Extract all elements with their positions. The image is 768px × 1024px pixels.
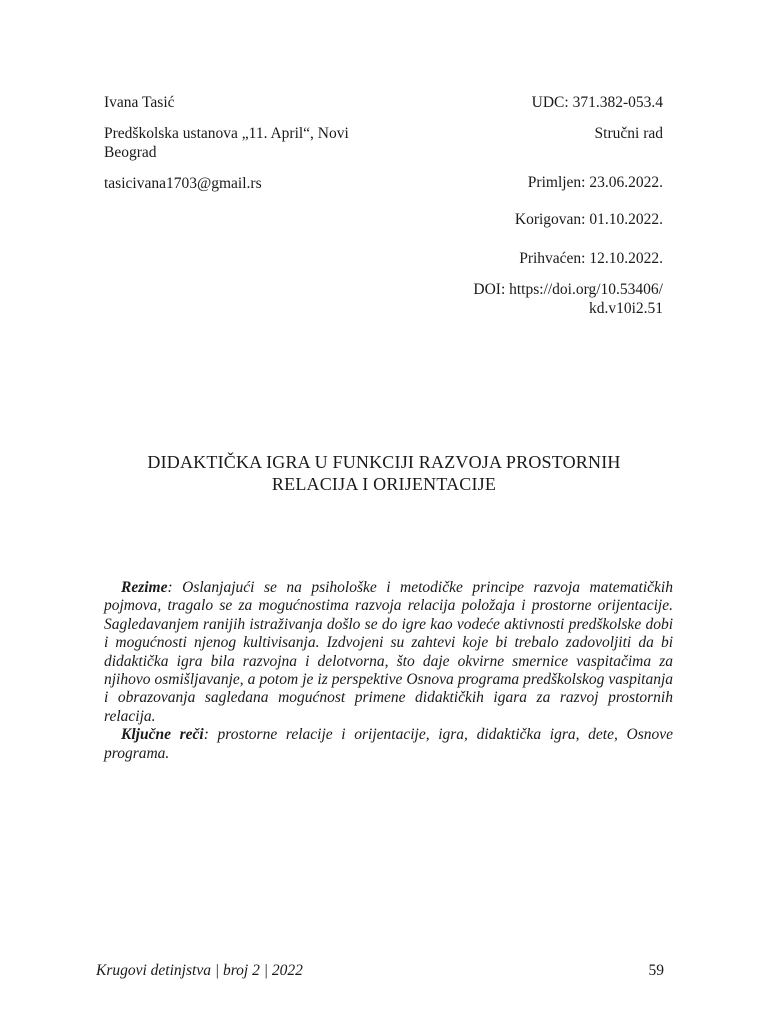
abstract <box>104 579 673 763</box>
author-name: Ivana Tasić <box>104 94 175 111</box>
title-line-2: RELACIJA I ORIJENTACIJE <box>271 474 497 494</box>
summary-text: : Oslanjajući se na psihološke i metodičke principe razvoja matematičkih pojmova, tragalo se za mogućnostima razvoja relacija položaja i prostorne orijentacije. Sagledavanjem ranijih istraživanja došlo se do igre kao vodeće aktivnosti predškolske dobi i mogućnosti njenog kultivisanja. Izdvojeni su zahtevi koje bi trebalo zadovoljiti da bi didaktička igra bila razvojna i delotvorna, što daje okvirne smernice vaspitačima za njihovo osmišljavanje, a potom je iz perspektive Osnova programa predškolskog vaspitanja i obrazovanja sagledana mogućnost primene didaktičkih igara za razvoj prostornih relacija. <box>104 579 673 725</box>
page-number: 59 <box>648 962 664 979</box>
journal-footer: Krugovi detinjstva | broj 2 | 2022 <box>96 962 303 979</box>
summary-paragraph <box>104 579 673 726</box>
article-type: Stručni rad <box>594 125 663 142</box>
keywords-paragraph <box>104 726 673 763</box>
title-line-1: DIDAKTIČKA IGRA U FUNKCIJI RAZVOJA PROSTORNIH <box>147 452 621 472</box>
article-title <box>104 451 664 495</box>
author-institution: Predškolska ustanova „11. April“, Novi Beograd <box>104 125 349 161</box>
received-date: Primljen: 23.06.2022. <box>527 174 663 191</box>
udc-code: UDC: 371.382-053.4 <box>531 94 663 111</box>
summary-label: Rezime <box>121 579 168 596</box>
author-email: tasicivana1703@gmail.rs <box>104 175 262 192</box>
doi-line-2: kd.v10i2.51 <box>588 300 663 317</box>
revised-date: Korigovan: 01.10.2022. <box>514 211 663 228</box>
article-meta-block <box>333 93 663 318</box>
accepted-date: Prihvaćen: 12.10.2022. <box>519 250 663 267</box>
doi-line-1: DOI: https://doi.org/10.53406/ <box>473 281 663 298</box>
keywords-label: Ključne reči <box>121 726 204 744</box>
keywords-text: : prostorne relacije i orijentacije, igra, didaktička igra, dete, Osnove programa. <box>104 726 673 762</box>
